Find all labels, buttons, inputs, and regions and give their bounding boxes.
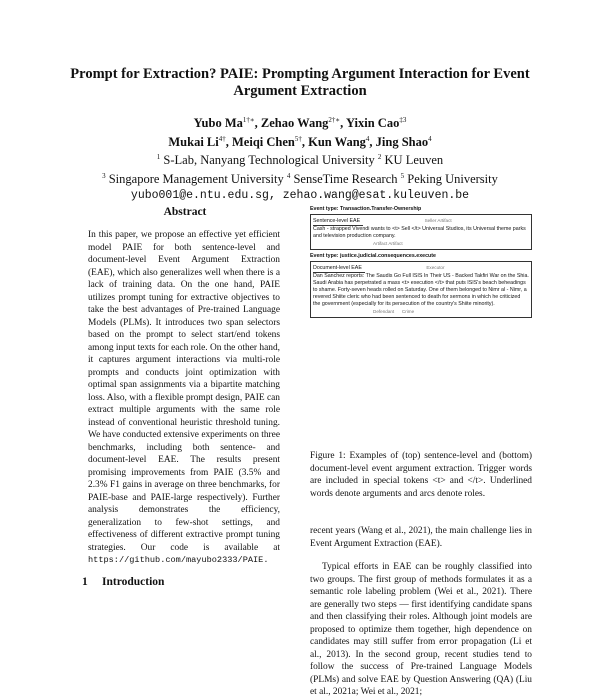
figure-role-labels: Seller Artifact bbox=[424, 218, 452, 223]
author-sup: 2†∗ bbox=[328, 116, 341, 124]
author-name: Meiqi Chen bbox=[232, 134, 295, 149]
affil-sup: 1 bbox=[156, 153, 161, 162]
body-paragraph: recent years (Wang et al., 2021), the main challenge lies in Event Argument Extraction (EAE). bbox=[310, 526, 532, 549]
figure-role-label: Executor bbox=[426, 265, 445, 270]
figure-example-text: Dan Sanchez reports: The Saudis Go Full ISIS In Their US - Backed Takfiri War on the Shia. Saudi Arabia has perpetrated a mass <t> execution </t> that puts ISIS's beach beheadings to shame. Forty-seven heads rolled on Saturday. One of them belonged to Nimr al - Nimr, a revered Shiite cleric who had been sentenced to death for sermons in which he criticized the government (especially for its persecution of the country's Shiite minority). bbox=[313, 273, 529, 307]
author-name: Kun Wang bbox=[308, 134, 366, 149]
affiliations-line-1 bbox=[40, 150, 560, 169]
figure-1 bbox=[310, 206, 532, 321]
figure-role-label bbox=[373, 308, 529, 315]
figure-role-labels: Artifact Artifact bbox=[373, 241, 403, 246]
author-sup: 4 bbox=[365, 134, 370, 143]
paper-title: Prompt for Extraction? PAIE: Prompting Argument Interaction for Event Argument Extraction bbox=[70, 66, 530, 99]
body-paragraph: Typical efforts in EAE can be roughly classified into two groups. The first group of methods formulates it as a semantic role labeling problem (Wei et al., 2021). There are generally two steps — first identifying candidate spans and then classifying their roles. Although joint models are proposed to optimize them together, high dependence on candidates may still suffer from error propagation (Li et al., 2013). In the second group, recent studies tend to follow the success of Pre-trained Language Models (PLMs) and solve EAE by Question Answering (QA) (Liu et al., 2021a; Wei et al., 2021; bbox=[310, 562, 532, 697]
author-name: Yixin Cao bbox=[345, 116, 400, 131]
figure-role-crime: Crime bbox=[401, 309, 415, 314]
figure-role-defendant: Defendant bbox=[373, 309, 395, 314]
authors-line-1: Yubo $Ma^{1\dagger∗}$, Zehao Wang$^{2\dagger∗}$, Yixin Cao$^{\ddagger 3}$ bbox=[193, 116, 407, 131]
author-sup: ‡3 bbox=[399, 116, 407, 124]
affil-sup: 2 bbox=[377, 153, 382, 162]
author-name: Zehao Wang bbox=[260, 116, 329, 131]
affil-sup: 5 bbox=[400, 171, 405, 180]
author-sup: 1†∗ bbox=[242, 116, 255, 124]
affil-text: Peking University bbox=[404, 172, 498, 187]
figure-caption: Figure 1: Examples of (top) sentence-level and (bottom) document-level event argument extraction. Trigger words are included in special tokens <t> and </t>. Underlined words denote arguments and arcs denote roles. bbox=[310, 451, 532, 499]
section-title: Introduction bbox=[102, 576, 165, 588]
figure-event-type-2: Event type: justice.judicial.consequences.execute bbox=[310, 253, 436, 259]
author-sup: 5† bbox=[294, 134, 302, 143]
affil-text: S-Lab, Nanyang Technological University bbox=[160, 153, 378, 168]
author-sup: 4 bbox=[428, 134, 432, 143]
figure-box-label: Document-level EAE bbox=[313, 265, 365, 273]
figure-event-type-1: Event type: Transaction.Transfer-Ownership bbox=[310, 206, 422, 212]
figure-example-text: Cash - strapped Vivendi wants to <t> Sell </t> Universal Studios, its Universal theme parks and television production company. bbox=[313, 226, 526, 239]
author-block bbox=[40, 113, 560, 203]
figure-box-label: Sentence-level EAE bbox=[313, 218, 363, 226]
section-number: 1 bbox=[82, 576, 88, 588]
affil-text: KU Leuven bbox=[381, 153, 444, 168]
figure-box-sentence-level bbox=[310, 214, 532, 250]
affil-sup: 3 bbox=[102, 171, 106, 180]
affil-text: SenseTime Research bbox=[290, 172, 401, 187]
section-heading-introduction bbox=[82, 576, 164, 588]
abstract-text: In this paper, we propose an effective yet efficient model PAIE for both sentence-level and document-level Event Argument Extraction (EAE), which also generalizes well when there is a lack of training data. On the one hand, PAIE utilizes prompt tuning for extractive objectives to take the best advantages of Pre-trained Language Models (PLMs). It introduces two span selectors based on the prompt to select start/end tokens among input texts for each role. On the other hand, it captures argument interactions via multi-role prompts and conducts joint optimization with optimal span assignments via a bipartite matching loss. Also, with a flexible prompt design, PAIE can extract multiple arguments with the same role instead of conventional heuristic threshold tuning. We have conducted extensive experiments on three benchmarks, including both sentence- and document-level EAE. The results present promising improvements from PAIE (3.5% and 2.3% F1 gains in average on three benchmarks, for PAIE-base and PAIE-large respectively). Further analysis demonstrates the efficiency, generalization to few-shot settings, and effectiveness of different extractive prompt tuning strategies. Our code is available at bbox=[88, 230, 280, 553]
affil-sup: 4 bbox=[286, 171, 291, 180]
affiliations-line-2 bbox=[40, 169, 560, 188]
author-name: Mukai Li bbox=[168, 134, 219, 149]
affil-text: Singapore Management University bbox=[105, 172, 287, 187]
author-sup: 4† bbox=[218, 134, 226, 143]
author-emails: yubo001@e.ntu.edu.sg, zehao.wang@esat.kuleuven.be bbox=[130, 188, 470, 202]
author-name: Jing Shao bbox=[375, 134, 429, 149]
code-link[interactable]: https://github.com/mayubo2333/PAIE. bbox=[88, 555, 269, 565]
figure-box-document-level bbox=[310, 261, 532, 318]
authors-line-2: Mukai $Li^{4\dagger}$, Meiqi Chen$^{5\dagger}$, Kun Wang$^4$, Jing Shao$^4$ bbox=[168, 134, 432, 149]
abstract-heading: Abstract bbox=[163, 206, 207, 218]
abstract-body bbox=[88, 229, 280, 567]
author-name: Yubo Ma bbox=[193, 116, 243, 131]
